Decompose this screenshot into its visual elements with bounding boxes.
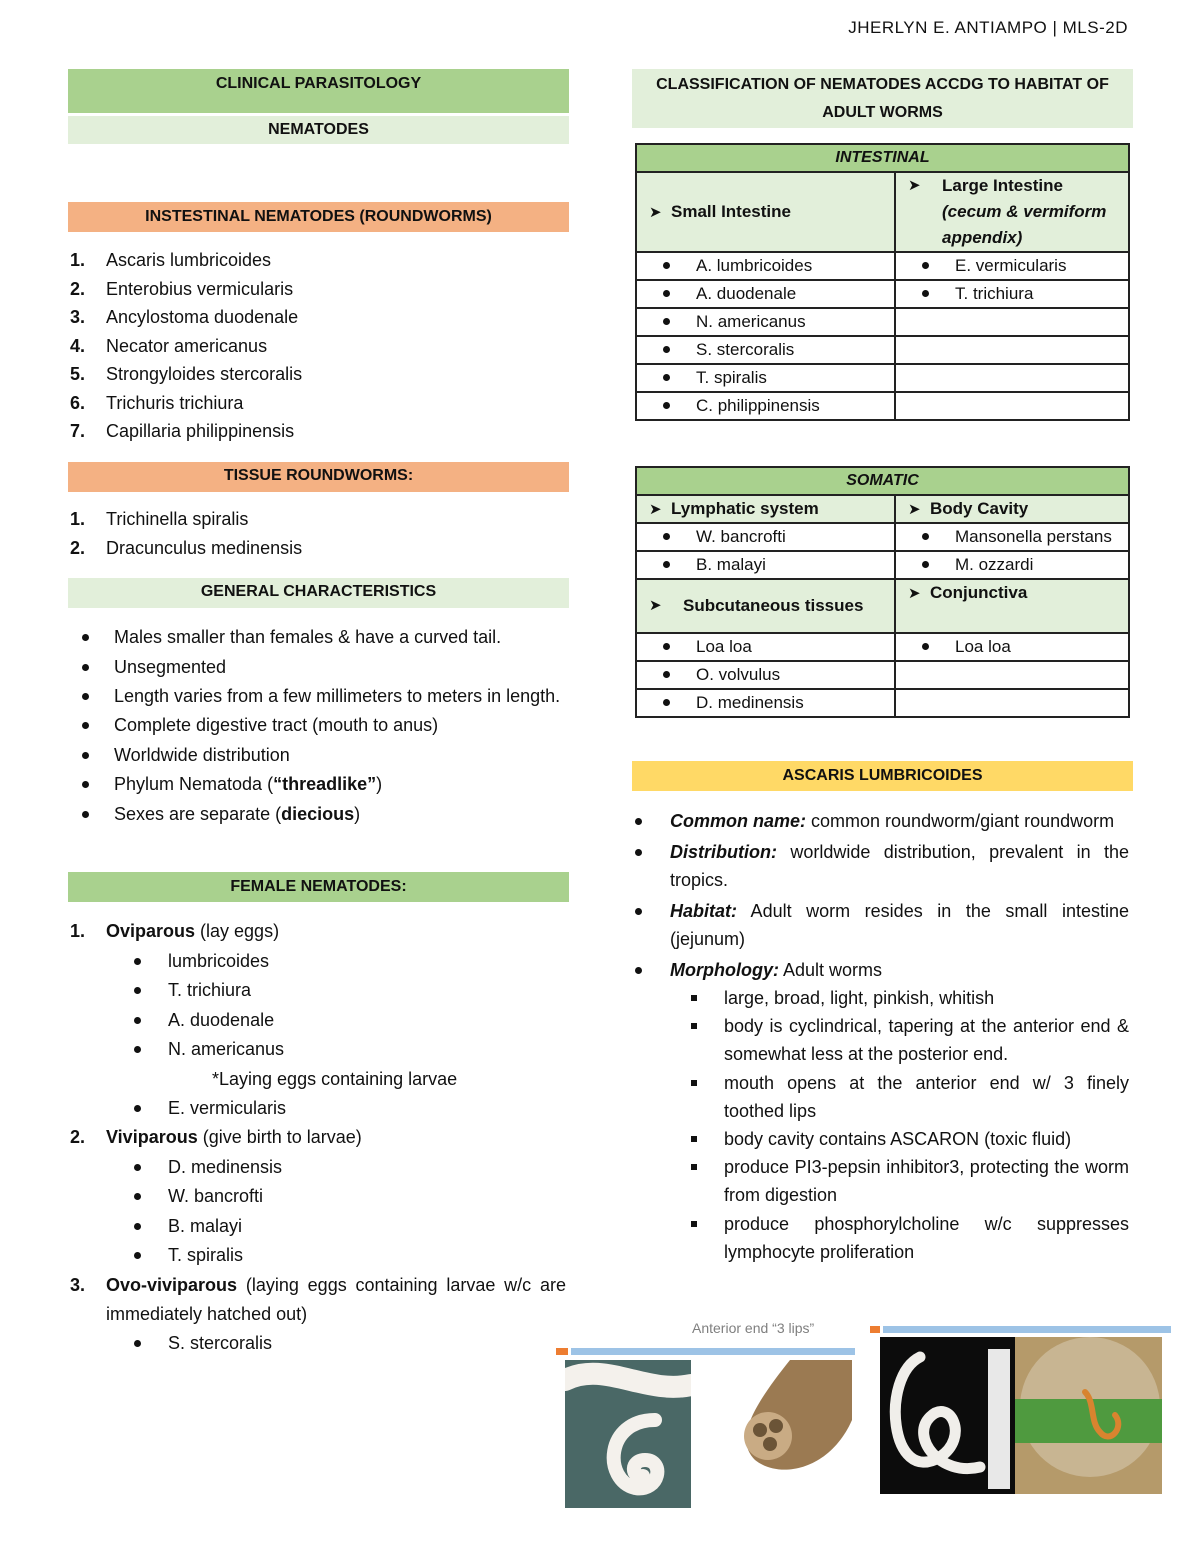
list-item: Unsegmented <box>114 653 566 683</box>
photo-caption: Anterior end “3 lips” <box>692 1320 815 1336</box>
list-number: 4. <box>70 335 86 356</box>
photo2-accent <box>870 1326 880 1333</box>
table-cell <box>895 364 1129 392</box>
intestinal-title: INTESTINAL <box>636 144 1129 172</box>
list-item: 2. Enterobius vermicularis <box>106 275 566 304</box>
list-item: N. americanus <box>106 1035 566 1065</box>
table-cell: M. ozzardi <box>895 551 1129 579</box>
female-list: 1. Oviparous (lay eggs) lumbricoides T. trichiura A. duodenale N. americanus *Laying eggs containing larvae E. vermicularis 2. Viviparous (give birth to larvae) D. medinensis W. bancrofti B. malayi T. spiralis 3. Ovo-viviparous (laying eggs containing larvae w/c are immediately hatched out) S. stercoralis <box>106 917 566 1358</box>
list-item: produce PI3-pepsin inhibitor3, protecting the worm from digestion <box>724 1153 1129 1209</box>
list-item: 6. Trichuris trichiura <box>106 389 566 418</box>
table-cell <box>895 392 1129 420</box>
somatic-table <box>635 466 1130 718</box>
table-cell: S. stercoralis <box>636 336 895 364</box>
table-cell: N. americanus <box>636 308 895 336</box>
conjunctiva-header: ➤ Conjunctiva <box>895 579 1129 633</box>
ovi-note: *Laying eggs containing larvae <box>212 1068 458 1089</box>
list-number: 1. <box>70 509 86 529</box>
table-row <box>636 252 1129 280</box>
list-item: Phylum Nematoda (“threadlike”) <box>114 770 566 800</box>
list-item: 3. Ancylostoma duodenale <box>106 303 566 332</box>
list-item: 7. Capillaria philippinensis <box>106 417 566 446</box>
list-item: 2. Dracunculus medinensis <box>106 534 566 563</box>
large-intestine-header: ➤ Large Intestine (cecum & vermiform appendix) <box>895 172 1129 252</box>
table-row <box>636 661 1129 689</box>
photo-accent <box>556 1348 568 1355</box>
lymphatic-header: ➤ Lymphatic system <box>636 495 895 523</box>
list-item: Worldwide distribution <box>114 741 566 771</box>
list-item: lumbricoides <box>106 947 566 977</box>
list-item: mouth opens at the anterior end w/ 3 finely toothed lips <box>724 1069 1129 1125</box>
table-row <box>636 633 1129 661</box>
list-number: 2. <box>70 537 86 558</box>
table-cell: W. bancrofti <box>636 523 895 551</box>
table-cell: B. malayi <box>636 551 895 579</box>
intestinal-list <box>70 246 566 446</box>
list-number: 1. <box>70 250 86 270</box>
general-list <box>114 623 566 829</box>
table-row <box>636 308 1129 336</box>
somatic-title: SOMATIC <box>636 467 1129 495</box>
photo-bar <box>571 1348 855 1355</box>
general-heading: GENERAL CHARACTERISTICS <box>68 578 569 608</box>
list-item: D. medinensis <box>106 1153 566 1183</box>
anterior-end-photo <box>720 1360 852 1490</box>
list-item: body cavity contains ASCARON (toxic fluid) <box>724 1125 1129 1153</box>
list-item: B. malayi <box>106 1212 566 1242</box>
list-number: 2. <box>70 278 86 299</box>
list-number: 5. <box>70 364 86 384</box>
table-row <box>636 364 1129 392</box>
female-heading: FEMALE NEMATODES: <box>68 872 569 902</box>
table-cell <box>895 661 1129 689</box>
table-row <box>636 280 1129 308</box>
list-item: body is cyclindrical, tapering at the anterior end & somewhat less at the posterior end. <box>724 1012 1129 1068</box>
list-number: 6. <box>70 392 86 413</box>
tissue-heading: TISSUE ROUNDWORMS: <box>68 462 569 492</box>
table-row <box>636 392 1129 420</box>
table-cell: C. philippinensis <box>636 392 895 420</box>
table-cell: O. volvulus <box>636 661 895 689</box>
table-row <box>636 551 1129 579</box>
table-cell: T. spiralis <box>636 364 895 392</box>
table-row <box>636 336 1129 364</box>
table-cell: Loa loa <box>895 633 1129 661</box>
table-cell <box>895 308 1129 336</box>
list-item: T. trichiura <box>106 976 566 1006</box>
list-number: 7. <box>70 421 86 441</box>
subcutaneous-header: ➤ Subcutaneous tissues <box>636 579 895 633</box>
list-item: 5. Strongyloides stercoralis <box>106 360 566 389</box>
table-cell: A. lumbricoides <box>636 252 895 280</box>
table-cell: A. duodenale <box>636 280 895 308</box>
list-item: 1. Trichinella spiralis <box>106 505 566 534</box>
table-cell: Mansonella perstans <box>895 523 1129 551</box>
list-item: Males smaller than females & have a curved tail. <box>114 623 566 653</box>
table-cell <box>895 336 1129 364</box>
list-item: S. stercoralis <box>106 1329 566 1359</box>
doc-title: CLINICAL PARASITOLOGY <box>68 69 569 113</box>
intestinal-heading: INSTESTINAL NEMATODES (ROUNDWORMS) <box>68 202 569 232</box>
list-item: 4. Necator americanus <box>106 332 566 361</box>
doc-subtitle: NEMATODES <box>68 116 569 144</box>
list-item: Sexes are separate (diecious) <box>114 800 566 830</box>
list-item: Length varies from a few millimeters to meters in length. <box>114 682 566 711</box>
worm-ruler-photo <box>880 1337 1015 1494</box>
small-intestine-header: ➤ Small Intestine <box>636 172 895 252</box>
ascaris-heading: ASCARIS LUMBRICOIDES <box>632 761 1133 791</box>
worm-coil-photo <box>565 1360 691 1508</box>
table-row <box>636 689 1129 717</box>
list-number: 3. <box>70 307 86 327</box>
list-item: produce phosphorylcholine w/c suppresses lymphocyte proliferation <box>724 1210 1129 1266</box>
worm-dish-photo <box>1015 1337 1162 1494</box>
table-cell: T. trichiura <box>895 280 1129 308</box>
list-item: A. duodenale <box>106 1006 566 1036</box>
table-cell: E. vermicularis <box>895 252 1129 280</box>
list-item: W. bancrofti <box>106 1182 566 1212</box>
body-cavity-header: ➤ Body Cavity <box>895 495 1129 523</box>
table-cell: D. medinensis <box>636 689 895 717</box>
author-header: JHERLYN E. ANTIAMPO | MLS-2D <box>848 18 1128 37</box>
table-row <box>636 523 1129 551</box>
list-item: Complete digestive tract (mouth to anus) <box>114 711 566 741</box>
table-cell <box>895 689 1129 717</box>
list-item: T. spiralis <box>106 1241 566 1271</box>
list-item: 1. Ascaris lumbricoides <box>106 246 566 275</box>
table-cell: Loa loa <box>636 633 895 661</box>
list-item: large, broad, light, pinkish, whitish <box>724 984 1129 1012</box>
tissue-list <box>70 505 566 562</box>
ascaris-details: Common name: common roundworm/giant roundworm Distribution: worldwide distribution, prevalent in the tropics. Habitat: Adult worm resides in the small intestine (jejunum) Morphology: Adult worms large, broad, light, pinkish, whitish body is cyclindrical, tapering at the anterior end & somewhat less at the posterior end. mouth opens at the anterior end w/ 3 finely toothed lips body cavity contains ASCARON (toxic fluid) produce PI3-pepsin inhibitor3, protecting the worm from digestion produce phosphorylcholine w/c suppresses lymphocyte proliferation <box>670 807 1129 1266</box>
classification-heading: CLASSIFICATION OF NEMATODES ACCDG TO HABITAT OF ADULT WORMS <box>632 69 1133 128</box>
photo2-bar <box>883 1326 1171 1333</box>
intestinal-table <box>635 143 1130 421</box>
